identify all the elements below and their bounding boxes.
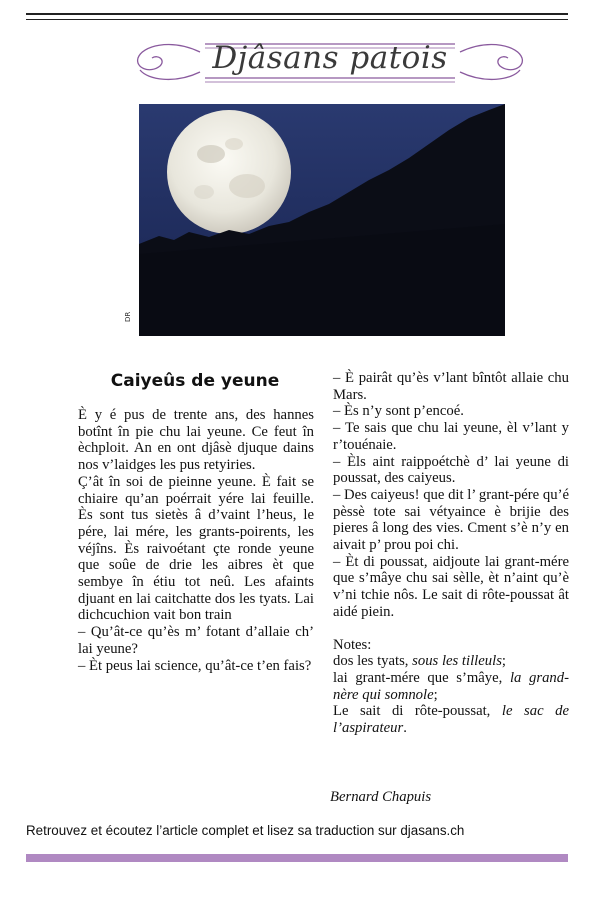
paragraph: Ç’ât în soi de pieinne yeune. È fait se chiaire qu’an poérrait yére lai feuille. Ès sont tus sietès â d’vaint l’heus, le pére, lai mére, les grants-poirents, les véjîns. Ès raivoétant çte ronde yeune que soûe de drie les aibres èt que sembye în étiu tot neû. Les afaints djuant en lai caitchatte dos les tyats. Lai dichcuchion vait bon train — [78, 473, 314, 624]
dialogue-line: – È pairât qu’ès v’lant bîntôt allaie chu Mars. — [333, 370, 569, 403]
note-translation: la grand-nère qui somnole — [333, 669, 569, 703]
note-end: ; — [433, 686, 438, 703]
note-term: dos les tyats, — [333, 653, 413, 670]
footer-bar — [26, 854, 568, 862]
note-end: . — [403, 720, 407, 737]
note-item — [333, 670, 569, 703]
article-column-left — [78, 407, 314, 674]
note-translation: sous les tilleuls — [412, 653, 502, 670]
dialogue-line: – Èt di poussat, aidjoute lai grant-mére que s’mâye chu sai sèlle, èt n’aint qu’è v’ni tchie nôs. Le sait di rôte-poussat ât aidé piein. — [333, 553, 569, 620]
photo-credit: DR — [124, 311, 132, 322]
dialogue-line: – Ès n’y sont p’encoé. — [333, 403, 464, 420]
dialogue-line: – Èls aint raippoétchè d’ lai yeune di poussat, des caiyeus. — [333, 453, 569, 487]
note-term: Le sait di rôte-poussat, — [333, 703, 502, 720]
note-translation: le sac de l’aspirateur — [333, 703, 569, 737]
dialogue-line: – Te sais que chu lai yeune, èl v’lant y r’touénaie. — [333, 420, 569, 453]
moon-photo — [139, 104, 505, 336]
dialogue-line: – Des caiyeus! que dit l’ grant-pére qu’é pèssè tote sai vétyaince è brijie des pieres â long des vies. Cment s’è n’y en aivait p’ prou poi chi. — [333, 486, 569, 554]
note-end: ; — [501, 653, 507, 670]
full-moon-icon — [139, 104, 505, 336]
note-item — [333, 653, 569, 670]
footer-note: Retrouvez et écoutez l’article complet et lisez sa traduction sur djasans.ch — [26, 823, 465, 838]
top-rule-thin — [26, 19, 568, 20]
section-title: Djâsans patois — [212, 40, 448, 76]
article-column-right — [333, 370, 569, 737]
dialogue-line: – Èt peus lai science, qu’ât-ce t’en fais? — [78, 657, 312, 674]
dialogue-line: – Qu’ât-ce qu’ès m’ fotant d’allaie ch’ lai yeune? — [78, 624, 314, 657]
author-signature: Bernard Chapuis — [330, 789, 432, 805]
note-term: lai grant-mére que s’mâye, — [333, 669, 510, 686]
top-rule — [26, 13, 568, 15]
masthead — [130, 32, 530, 94]
notes-heading: Notes: — [333, 636, 372, 653]
spacer — [333, 621, 569, 637]
paragraph: È y é pus de trente ans, des hannes botînt în pie chu lai yeune. Ce feut în èchploit. An en ont djâsè djuque dains nos v’laidges les pus retyiries. — [78, 407, 314, 474]
article-title: Caiyeûs de yeune — [110, 371, 280, 391]
note-item — [333, 703, 569, 736]
